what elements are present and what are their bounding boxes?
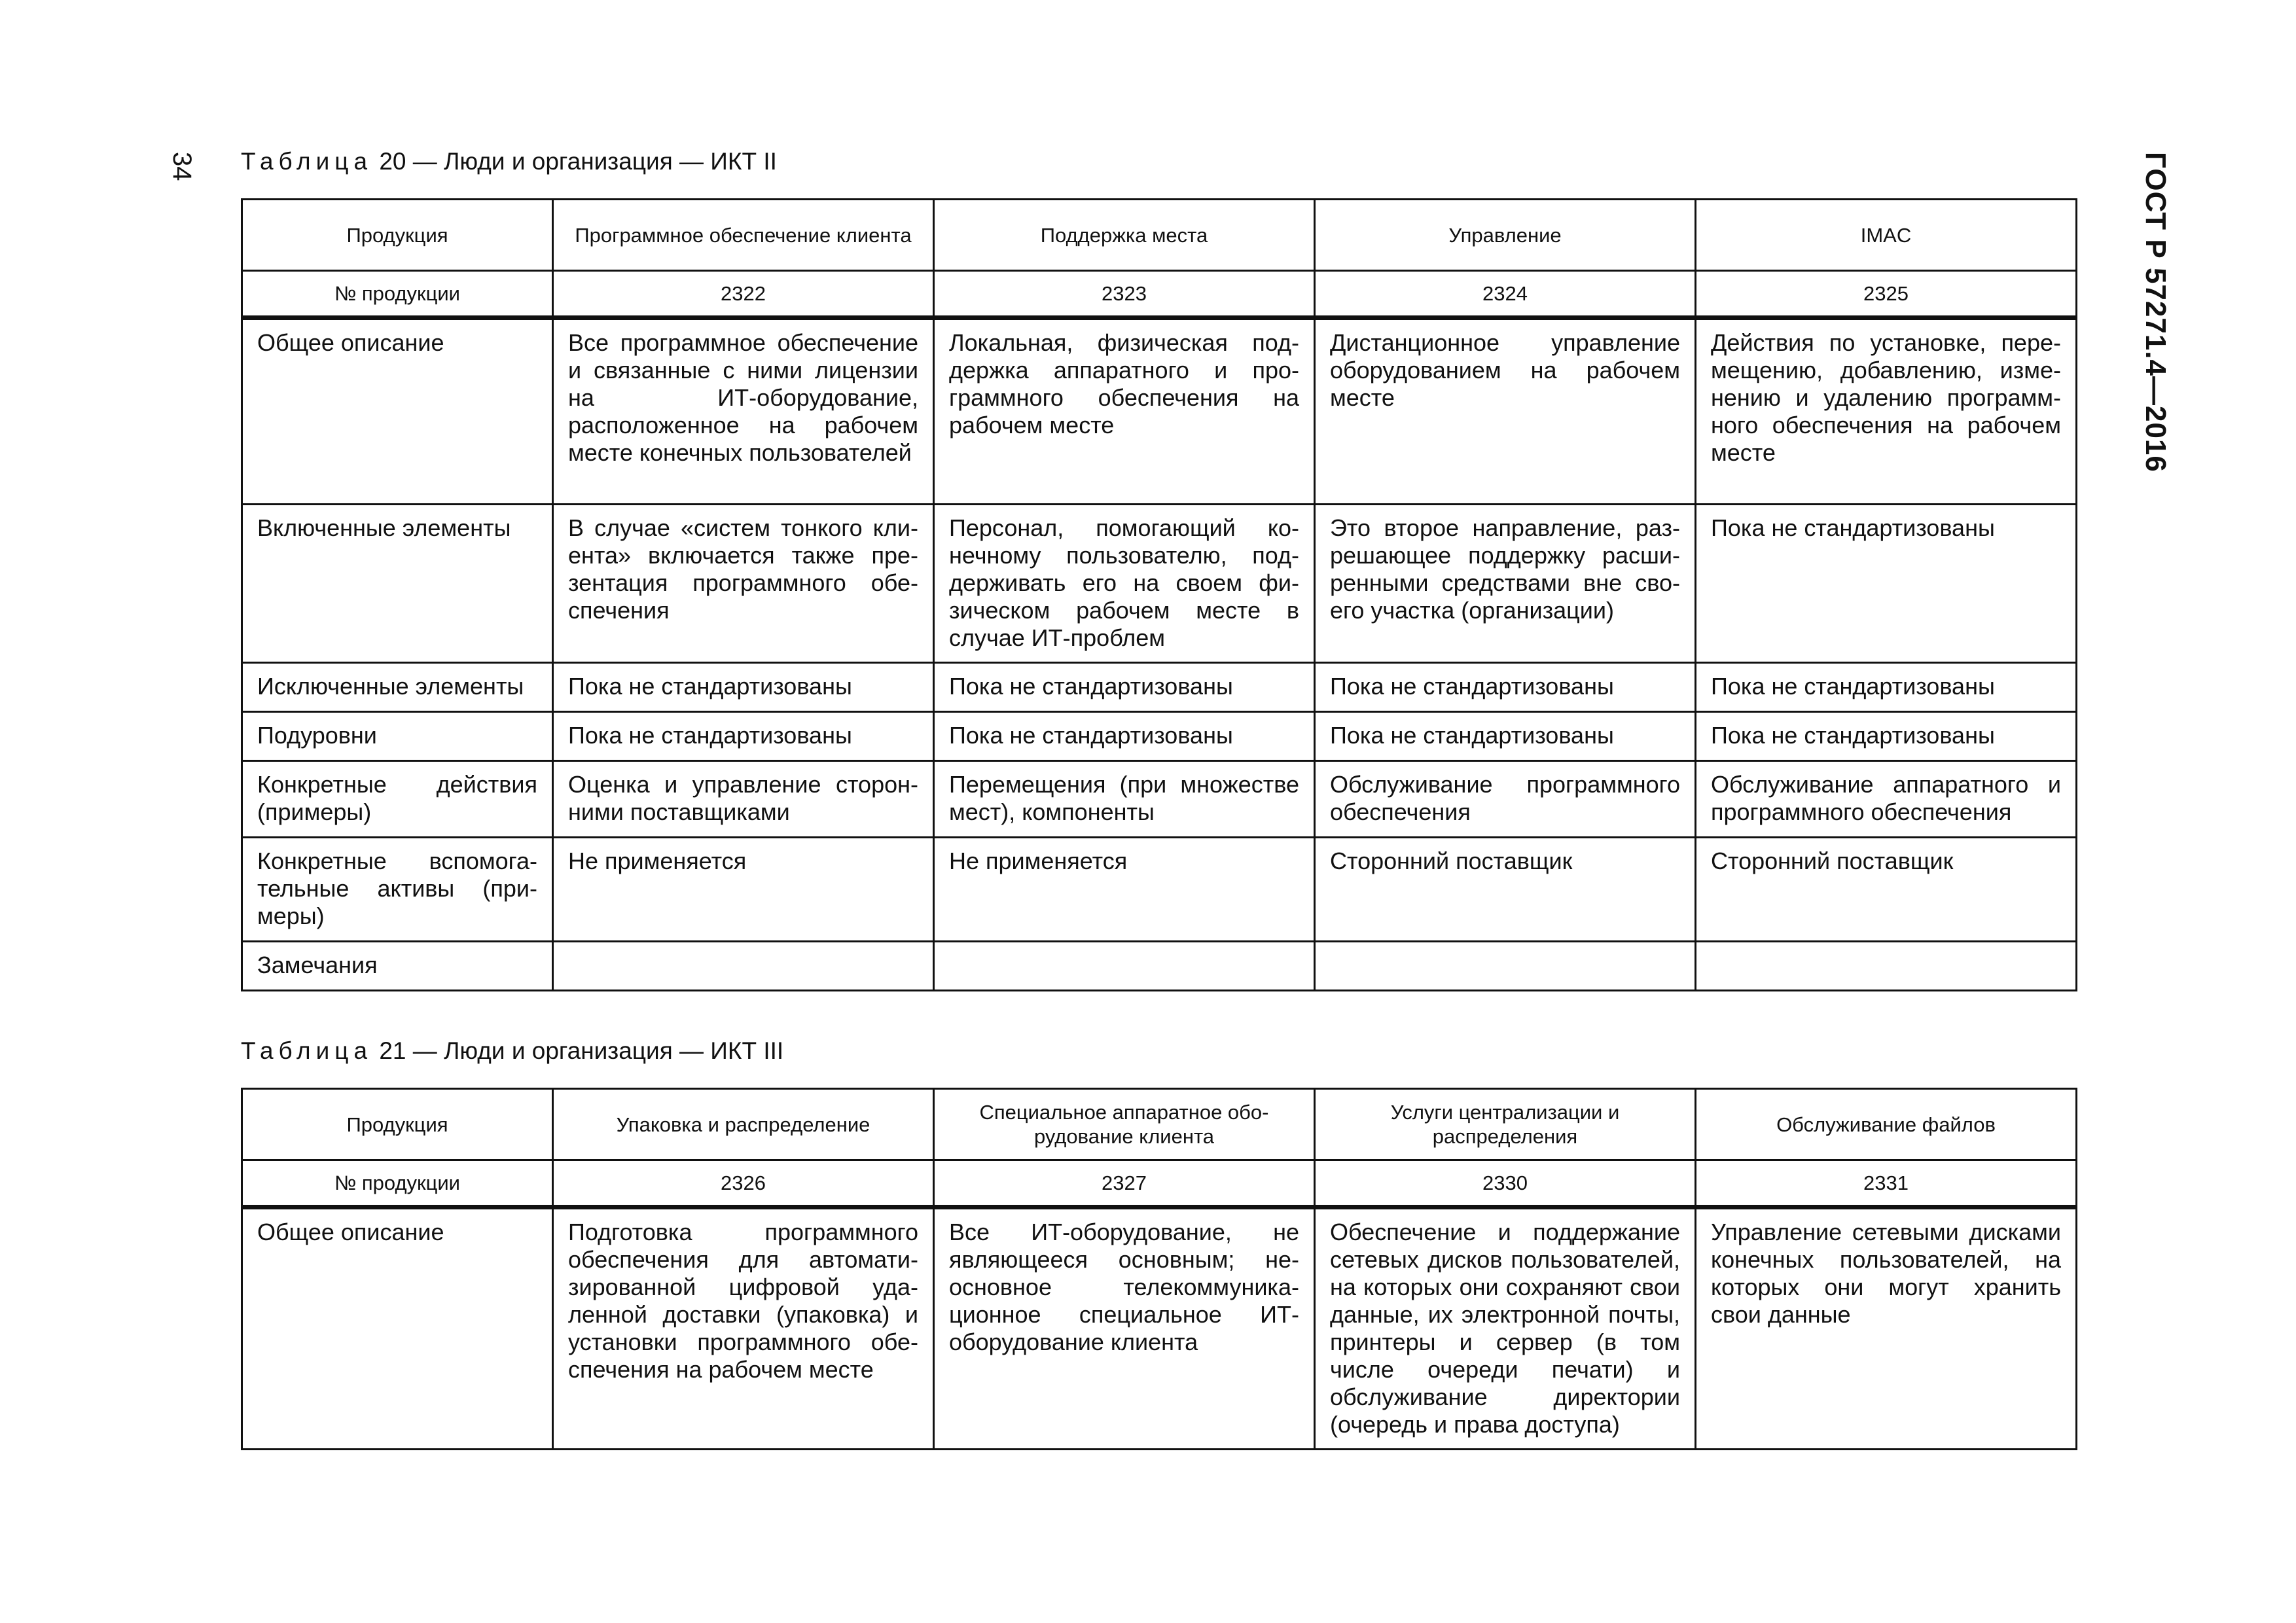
table20-cell: Действия по установке, перемещению, добавлению, изменению и удалению программного обеспечения на рабочем месте xyxy=(1696,318,2077,505)
table20-header-cell: Программное обеспечение клиента xyxy=(553,200,934,271)
gost-code: ГОСТ Р 57271.4—2016 xyxy=(2140,152,2172,473)
table20-cell: В случае «систем тонкого клиента» включается также презентация программного обеспечения xyxy=(553,505,934,663)
table20-row-label: Замечания xyxy=(242,942,553,991)
table20-header-cell: Управление xyxy=(1315,200,1696,271)
table20-row-label: Включенные элементы xyxy=(242,505,553,663)
table20-cell: Пока не стандартизованы xyxy=(1696,712,2077,761)
table21-row-description xyxy=(242,1207,2077,1450)
table20-cell: Перемещения (при множестве мест), компоненты xyxy=(934,761,1315,838)
table20-cell xyxy=(1696,942,2077,991)
table20-cell: Пока не стандартизованы xyxy=(1315,712,1696,761)
table21-number-cell: 2331 xyxy=(1696,1160,2077,1207)
table20-cell xyxy=(553,942,934,991)
table20-cell xyxy=(1315,942,1696,991)
table20-cell: Пока не стандартизованы xyxy=(553,663,934,712)
table20-cell: Сторонний поставщик xyxy=(1315,838,1696,942)
table20-row-label: Конкретные вспомогательные активы (примеры) xyxy=(242,838,553,942)
table20-cell: Не применяется xyxy=(934,838,1315,942)
table20-cell: Обслуживание программного обеспечения xyxy=(1315,761,1696,838)
table20-header-cell: Поддержка места xyxy=(934,200,1315,271)
table20-row-label: Подуровни xyxy=(242,712,553,761)
table20-cell: Пока не стандартизованы xyxy=(1315,663,1696,712)
table20-row-excluded xyxy=(242,663,2077,712)
table20-row-label: Конкретные действия (примеры) xyxy=(242,761,553,838)
table20-cell: Пока не стандартизованы xyxy=(934,663,1315,712)
table21-caption-word: Таблица xyxy=(241,1037,373,1064)
table20-cell: Все программное обеспечение и связанные с ними лицензии на ИТ-оборудование, расположенное на рабочем месте конечных пользователей xyxy=(553,318,934,505)
table20-cell: Пока не стандартизованы xyxy=(1696,663,2077,712)
table20-row-label: Исключенные элементы xyxy=(242,663,553,712)
table21-number-cell: 2330 xyxy=(1315,1160,1696,1207)
table21-cell: Подготовка программного обеспечения для автоматизированной цифровой удаленной доставки (упаковка) и установки программного обеспечения на рабочем месте xyxy=(553,1207,934,1450)
table20-row-sublevels xyxy=(242,712,2077,761)
table20-row-actions xyxy=(242,761,2077,838)
table20-row-assets xyxy=(242,838,2077,942)
table20-cell xyxy=(934,942,1315,991)
table20-cell: Оценка и управление сторонними поставщиками xyxy=(553,761,934,838)
table21-caption xyxy=(241,1037,783,1065)
table21-header-cell: Обслуживание файлов xyxy=(1696,1089,2077,1160)
table20-cell: Это второе направление, разрешающее поддержку расширенными средствами вне своего участка (организации) xyxy=(1315,505,1696,663)
table20-number-row xyxy=(242,271,2077,318)
table21-cell: Все ИТ-оборудование, не являющееся основным; неосновное телекоммуникационное специальное ИТ-оборудование клиента xyxy=(934,1207,1315,1450)
table20-header-row xyxy=(242,200,2077,271)
table20-row-label: Общее описание xyxy=(242,318,553,505)
table20-cell: Не применяется xyxy=(553,838,934,942)
table20-cell: Локальная, физическая поддержка аппаратного и программного обеспечения на рабочем месте xyxy=(934,318,1315,505)
table20-row-notes xyxy=(242,942,2077,991)
table20-number-cell: 2324 xyxy=(1315,271,1696,318)
table20-number-cell: 2322 xyxy=(553,271,934,318)
table20-number-cell: 2323 xyxy=(934,271,1315,318)
table21-header-row xyxy=(242,1089,2077,1160)
table20-cell: Сторонний поставщик xyxy=(1696,838,2077,942)
table20-cell: Персонал, помогающий конечному пользователю, поддерживать его на своем физическом рабочем месте в случае ИТ-проблем xyxy=(934,505,1315,663)
table21-row-label: Общее описание xyxy=(242,1207,553,1450)
table20-number-cell: № продукции xyxy=(242,271,553,318)
table21 xyxy=(241,1088,2077,1450)
table20-number-cell: 2325 xyxy=(1696,271,2077,318)
table21-caption-rest: 21 — Люди и организация — ИКТ III xyxy=(379,1037,784,1064)
table20-cell: Пока не стандартизованы xyxy=(934,712,1315,761)
table20-row-included xyxy=(242,505,2077,663)
table20-caption-word: Таблица xyxy=(241,148,373,175)
table21-header-cell: Упаковка и распределение xyxy=(553,1089,934,1160)
table20-caption-rest: 20 — Люди и организация — ИКТ II xyxy=(379,148,777,175)
table21-cell: Обеспечение и поддержание сетевых дисков пользователей, на которых они сохраняют свои данные, их электронной почты, принтеры и сервер (в том числе очереди печати) и обслуживание директории (очередь и права доступа) xyxy=(1315,1207,1696,1450)
table20-cell: Пока не стандартизованы xyxy=(553,712,934,761)
table21-header-cell: Продукция xyxy=(242,1089,553,1160)
page-number: 34 xyxy=(168,152,196,181)
table20-cell: Обслуживание аппаратного и программного обеспечения xyxy=(1696,761,2077,838)
table21-header-cell: Специальное аппаратное оборудование клиента xyxy=(934,1089,1315,1160)
table21-cell: Управление сетевыми дисками конечных пользователей, на которых они могут хранить свои данные xyxy=(1696,1207,2077,1450)
table20-header-cell: Продукция xyxy=(242,200,553,271)
table21-number-cell: 2327 xyxy=(934,1160,1315,1207)
table21-number-cell: 2326 xyxy=(553,1160,934,1207)
table20-row-description xyxy=(242,318,2077,505)
table20-header-cell: IMAC xyxy=(1696,200,2077,271)
table20-cell: Дистанционное управление оборудованием на рабочем месте xyxy=(1315,318,1696,505)
table20 xyxy=(241,198,2077,991)
table20-cell: Пока не стандартизованы xyxy=(1696,505,2077,663)
table20-caption xyxy=(241,148,777,175)
table21-number-cell: № продукции xyxy=(242,1160,553,1207)
table21-header-cell: Услуги централизации и распределения xyxy=(1315,1089,1696,1160)
table21-number-row xyxy=(242,1160,2077,1207)
